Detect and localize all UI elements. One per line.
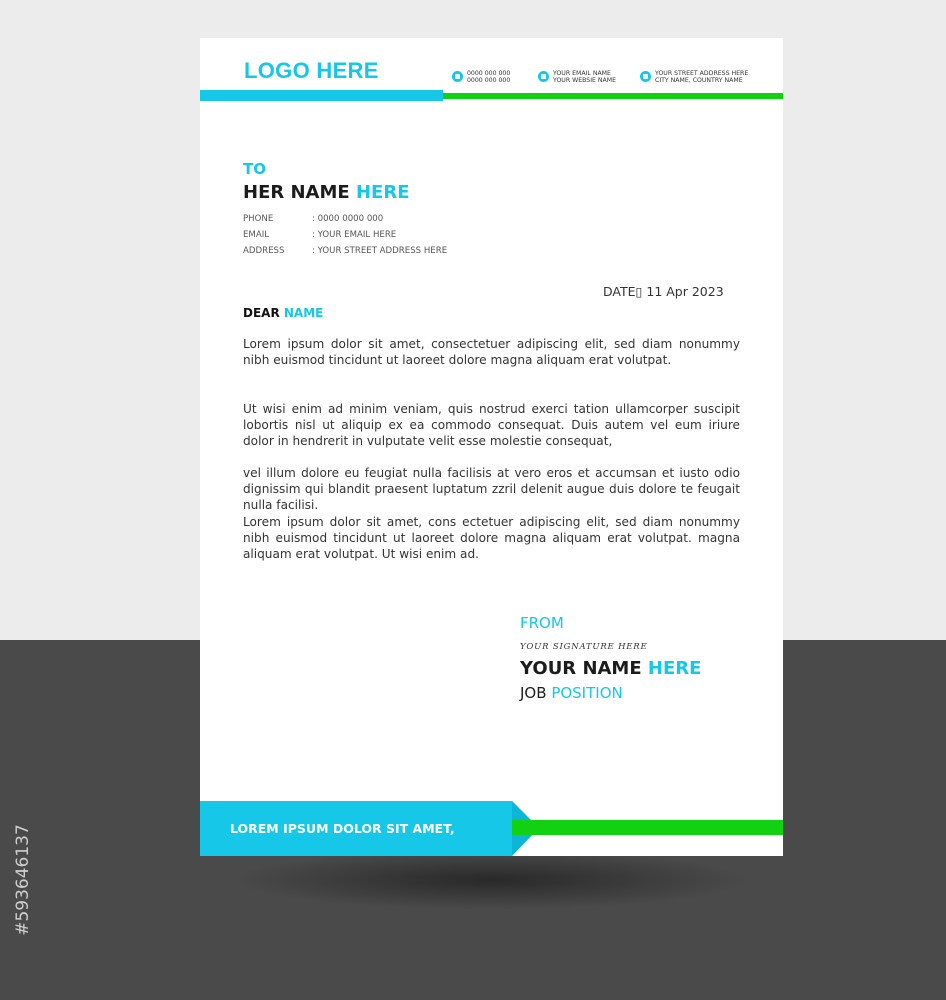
salutation (243, 306, 323, 320)
recipient-phone-label: PHONE (243, 214, 274, 224)
recipient-phone-row (243, 214, 383, 224)
recipient-email-label: EMAIL (243, 230, 270, 240)
footer-text: LOREM IPSUM DOLOR SIT AMET, (230, 821, 455, 836)
header-phone-1: 0000 000 000 (467, 70, 511, 77)
letter-date: DATE▯ 11 Apr 2023 (603, 284, 724, 299)
logo-text: LOGO HERE (244, 58, 379, 83)
header-address-1: YOUR STREET ADDRESS HERE (655, 70, 749, 77)
header-phone-2: 0000 000 000 (467, 77, 511, 84)
recipient-email-row (243, 230, 396, 240)
stock-id-watermark (8, 765, 38, 995)
header-email-2: YOUR WEBSIE NAME (553, 77, 617, 84)
email-icon (538, 71, 549, 82)
phone-icon (452, 71, 463, 82)
header-address-2: CITY NAME, COUNTRY NAME (655, 77, 743, 84)
sheet-shadow (230, 850, 750, 910)
salutation-name: NAME (283, 306, 324, 320)
header-cyan-bar (200, 90, 443, 101)
job-position-main: JOB (520, 684, 547, 702)
stock-id-text: #593646137 (13, 824, 33, 936)
body-paragraph-3: vel illum dolore eu feugiat nulla facilisis at vero eros et accumsan et iusto odio dignissim qui blandit praesent luptatum zzril delenit augue duis dolore te feugait nulla facilisi. (243, 466, 740, 513)
recipient-name (243, 182, 410, 203)
job-position-accent: POSITION (551, 684, 623, 702)
body-paragraph-4: Lorem ipsum dolor sit amet, cons ectetuer adipiscing elit, sed diam nonummy nibh euismod tincidunt ut laoreet dolore magna aliquam erat volutpat. magna aliquam erat volutpat. Ut wisi enim ad. (243, 515, 740, 562)
recipient-address-label: ADDRESS (243, 246, 285, 256)
to-label: TO (243, 160, 266, 178)
header-email (538, 70, 616, 84)
header-email-1: YOUR EMAIL NAME (553, 70, 611, 77)
signature: YOUR SIGNATURE HERE (520, 642, 648, 652)
recipient-address-value: : YOUR STREET ADDRESS HERE (312, 246, 448, 256)
salutation-dear: DEAR (243, 306, 280, 320)
location-icon (640, 71, 651, 82)
recipient-name-accent: HERE (355, 182, 410, 203)
body-paragraph-1: Lorem ipsum dolor sit amet, consectetuer adipiscing elit, sed diam nonummy nibh euismod tincidunt ut laoreet dolore magna aliquam erat volutpat. (243, 337, 740, 368)
body-paragraph-2: Ut wisi enim ad minim veniam, quis nostrud exerci tation ullamcorper suscipit lobortis nisl ut aliquip ex ea commodo consequat. Duis autem vel eum iriure dolor in hendrerit in vulputate velit esse molestie consequat, (243, 402, 740, 449)
job-position (520, 684, 623, 702)
from-label: FROM (520, 614, 564, 632)
recipient-phone-value: : 0000 0000 000 (312, 214, 384, 224)
letterhead-page (200, 38, 783, 856)
recipient-address-row (243, 246, 447, 256)
header-green-bar (443, 93, 783, 99)
sender-name (520, 658, 701, 679)
footer-green-bar (512, 820, 783, 835)
sender-name-main: YOUR NAME (520, 658, 642, 679)
header-phone (452, 70, 510, 84)
recipient-name-main: HER NAME (243, 182, 350, 203)
recipient-email-value: : YOUR EMAIL HERE (312, 230, 397, 240)
sender-name-accent: HERE (647, 658, 702, 679)
header-address (640, 70, 748, 84)
